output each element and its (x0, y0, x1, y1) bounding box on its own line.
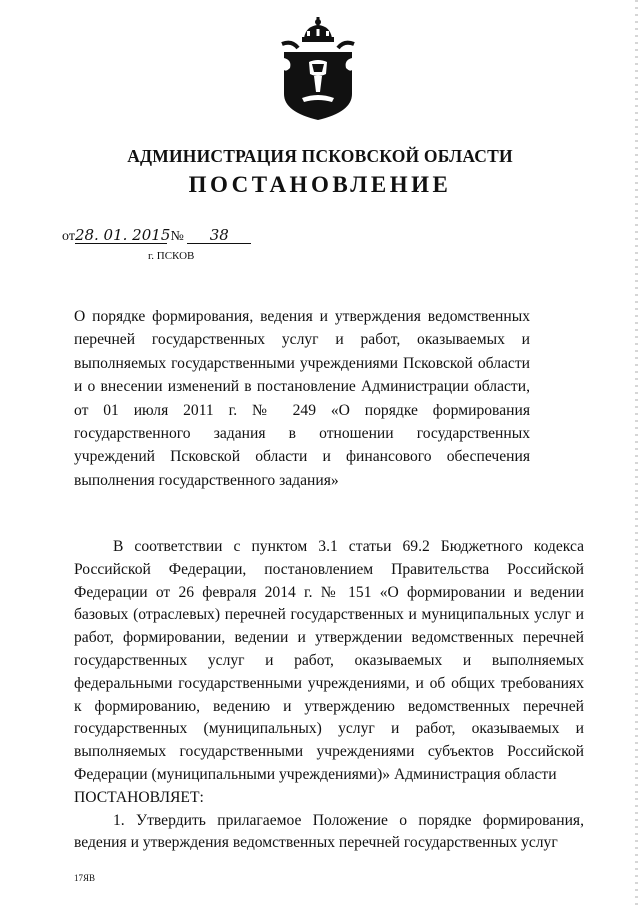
city-label: г. ПСКОВ (148, 250, 195, 262)
scan-edge-artifact (635, 0, 638, 905)
handwritten-number: 38 (187, 228, 251, 244)
number-label: № (170, 229, 184, 244)
document-type-title: ПОСТАНОВЛЕНИЕ (188, 172, 452, 197)
resolves-line: ПОСТАНОВЛЯЕТ: (74, 788, 204, 806)
date-number-line (62, 228, 251, 245)
footer-code: 17ЯВ (74, 873, 96, 883)
coat-of-arms-emblem (278, 14, 358, 124)
organization-title: АДМИНИСТРАЦИЯ ПСКОВСКОЙ ОБЛАСТИ (127, 146, 513, 166)
document-body (74, 536, 584, 855)
document-subject: О порядке формирования, ведения и утверждения ведомственных перечней государственных услуг и работ, оказываемых и выполняемых государственными учреждениями Псковской области и о внесении изменений в постановление Администрации области, от 01 июля 2011 г. № 249 «О порядке формирования государственного задания в отношении государственных учреждений Псковской области и финансового обеспечения выполнения государственного задания» (74, 308, 530, 489)
preamble-paragraph: В соответствии с пунктом 3.1 статьи 69.2 Бюджетного кодекса Российской Федерации, постановлением Правительства Российской Федерации от 26 февраля 2014 г. № 151 «О формировании и ведении базовых (отраслевых) перечней государственных и муниципальных услуг и работ, формировании, ведении и утверждении ведомственных перечней государственных услуг и работ, оказываемых и выполняемых федеральными государственными учреждениями, и об общих требованиях к формированию, ведению и утверждению ведомственных перечней государственных (муниципальных) услуг и работ, оказываемых и выполняемых государственными учреждениями субъектов Российской Федерации (муниципальными учреждениями)» Администрация области (74, 538, 584, 783)
handwritten-date: 28. 01. 2015 (74, 226, 171, 244)
item-1-paragraph: 1. Утвердить прилагаемое Положение о порядке формирования, ведения и утверждения ведомственных перечней государственных услуг (74, 811, 584, 852)
from-label: от (62, 229, 75, 244)
